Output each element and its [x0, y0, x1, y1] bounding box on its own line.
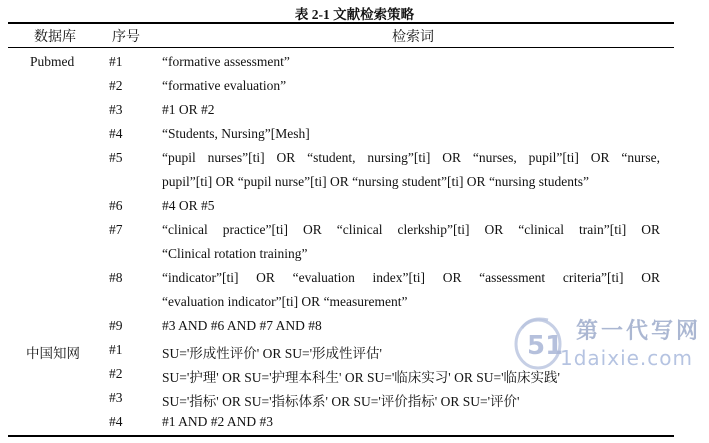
watermark — [510, 312, 705, 384]
number-cell: #4 — [109, 414, 123, 429]
query-cell-line1: “pupil nurses”[ti] OR “student, nursing”[ti] OR “nurses, pupil”[ti] OR “nurse, — [162, 150, 660, 165]
table-caption: 表 2-1 文献检索策略 — [294, 7, 415, 22]
query-cell: #1 OR #2 — [162, 102, 215, 117]
watermark-mark: 51 — [527, 331, 564, 361]
table-top-rule — [8, 22, 674, 24]
header-query: 检索词 — [392, 30, 434, 45]
query-cell-line2: pupil”[ti] OR “pupil nurse”[ti] OR “nursing student”[ti] OR “nursing students” — [162, 174, 590, 189]
number-cell: #5 — [109, 150, 123, 165]
number-cell: #1 — [109, 54, 123, 69]
number-cell: #2 — [109, 366, 123, 381]
table-bottom-rule — [8, 435, 674, 437]
query-cell: #3 AND #6 AND #7 AND #8 — [162, 318, 322, 333]
database-cell: Pubmed — [30, 54, 75, 69]
number-cell: #3 — [109, 390, 123, 405]
header-database: 数据库 — [34, 30, 76, 45]
query-cell-line2: “Clinical rotation training” — [162, 246, 308, 261]
query-cell: “formative evaluation” — [162, 78, 287, 93]
header-number: 序号 — [112, 30, 140, 45]
query-cell-line2: “evaluation indicator”[ti] OR “measurement” — [162, 294, 408, 309]
number-cell: #7 — [109, 222, 123, 237]
query-cell: SU='形成性评价' OR SU='形成性评估' — [162, 346, 382, 361]
number-cell: #8 — [109, 270, 123, 285]
query-cell: SU='指标' OR SU='指标体系' OR SU='评价指标' OR SU='评价' — [162, 394, 520, 409]
query-cell: “formative assessment” — [162, 54, 290, 69]
database-cell: 中国知网 — [26, 346, 80, 361]
number-cell: #9 — [109, 318, 123, 333]
number-cell: #3 — [109, 102, 123, 117]
watermark-logo-icon — [510, 312, 566, 372]
number-cell: #2 — [109, 78, 123, 93]
number-cell: #6 — [109, 198, 123, 213]
watermark-title: 第一代写网 — [576, 319, 702, 344]
table-header-rule — [8, 47, 674, 48]
query-cell-line1: “clinical practice”[ti] OR “clinical clerkship”[ti] OR “clinical train”[ti] OR — [162, 222, 660, 237]
number-cell: #1 — [109, 342, 123, 357]
query-cell: SU='护理' OR SU='护理本科生' OR SU='临床实习' OR SU='临床实践' — [162, 370, 560, 385]
query-cell: “Students, Nursing”[Mesh] — [162, 126, 310, 141]
watermark-domain: 1daixie.com — [560, 346, 694, 370]
number-cell: #4 — [109, 126, 123, 141]
query-cell: #1 AND #2 AND #3 — [162, 414, 274, 429]
query-cell: #4 OR #5 — [162, 198, 215, 213]
query-cell-line1: “indicator”[ti] OR “evaluation index”[ti] OR “assessment criteria”[ti] OR — [162, 270, 660, 285]
